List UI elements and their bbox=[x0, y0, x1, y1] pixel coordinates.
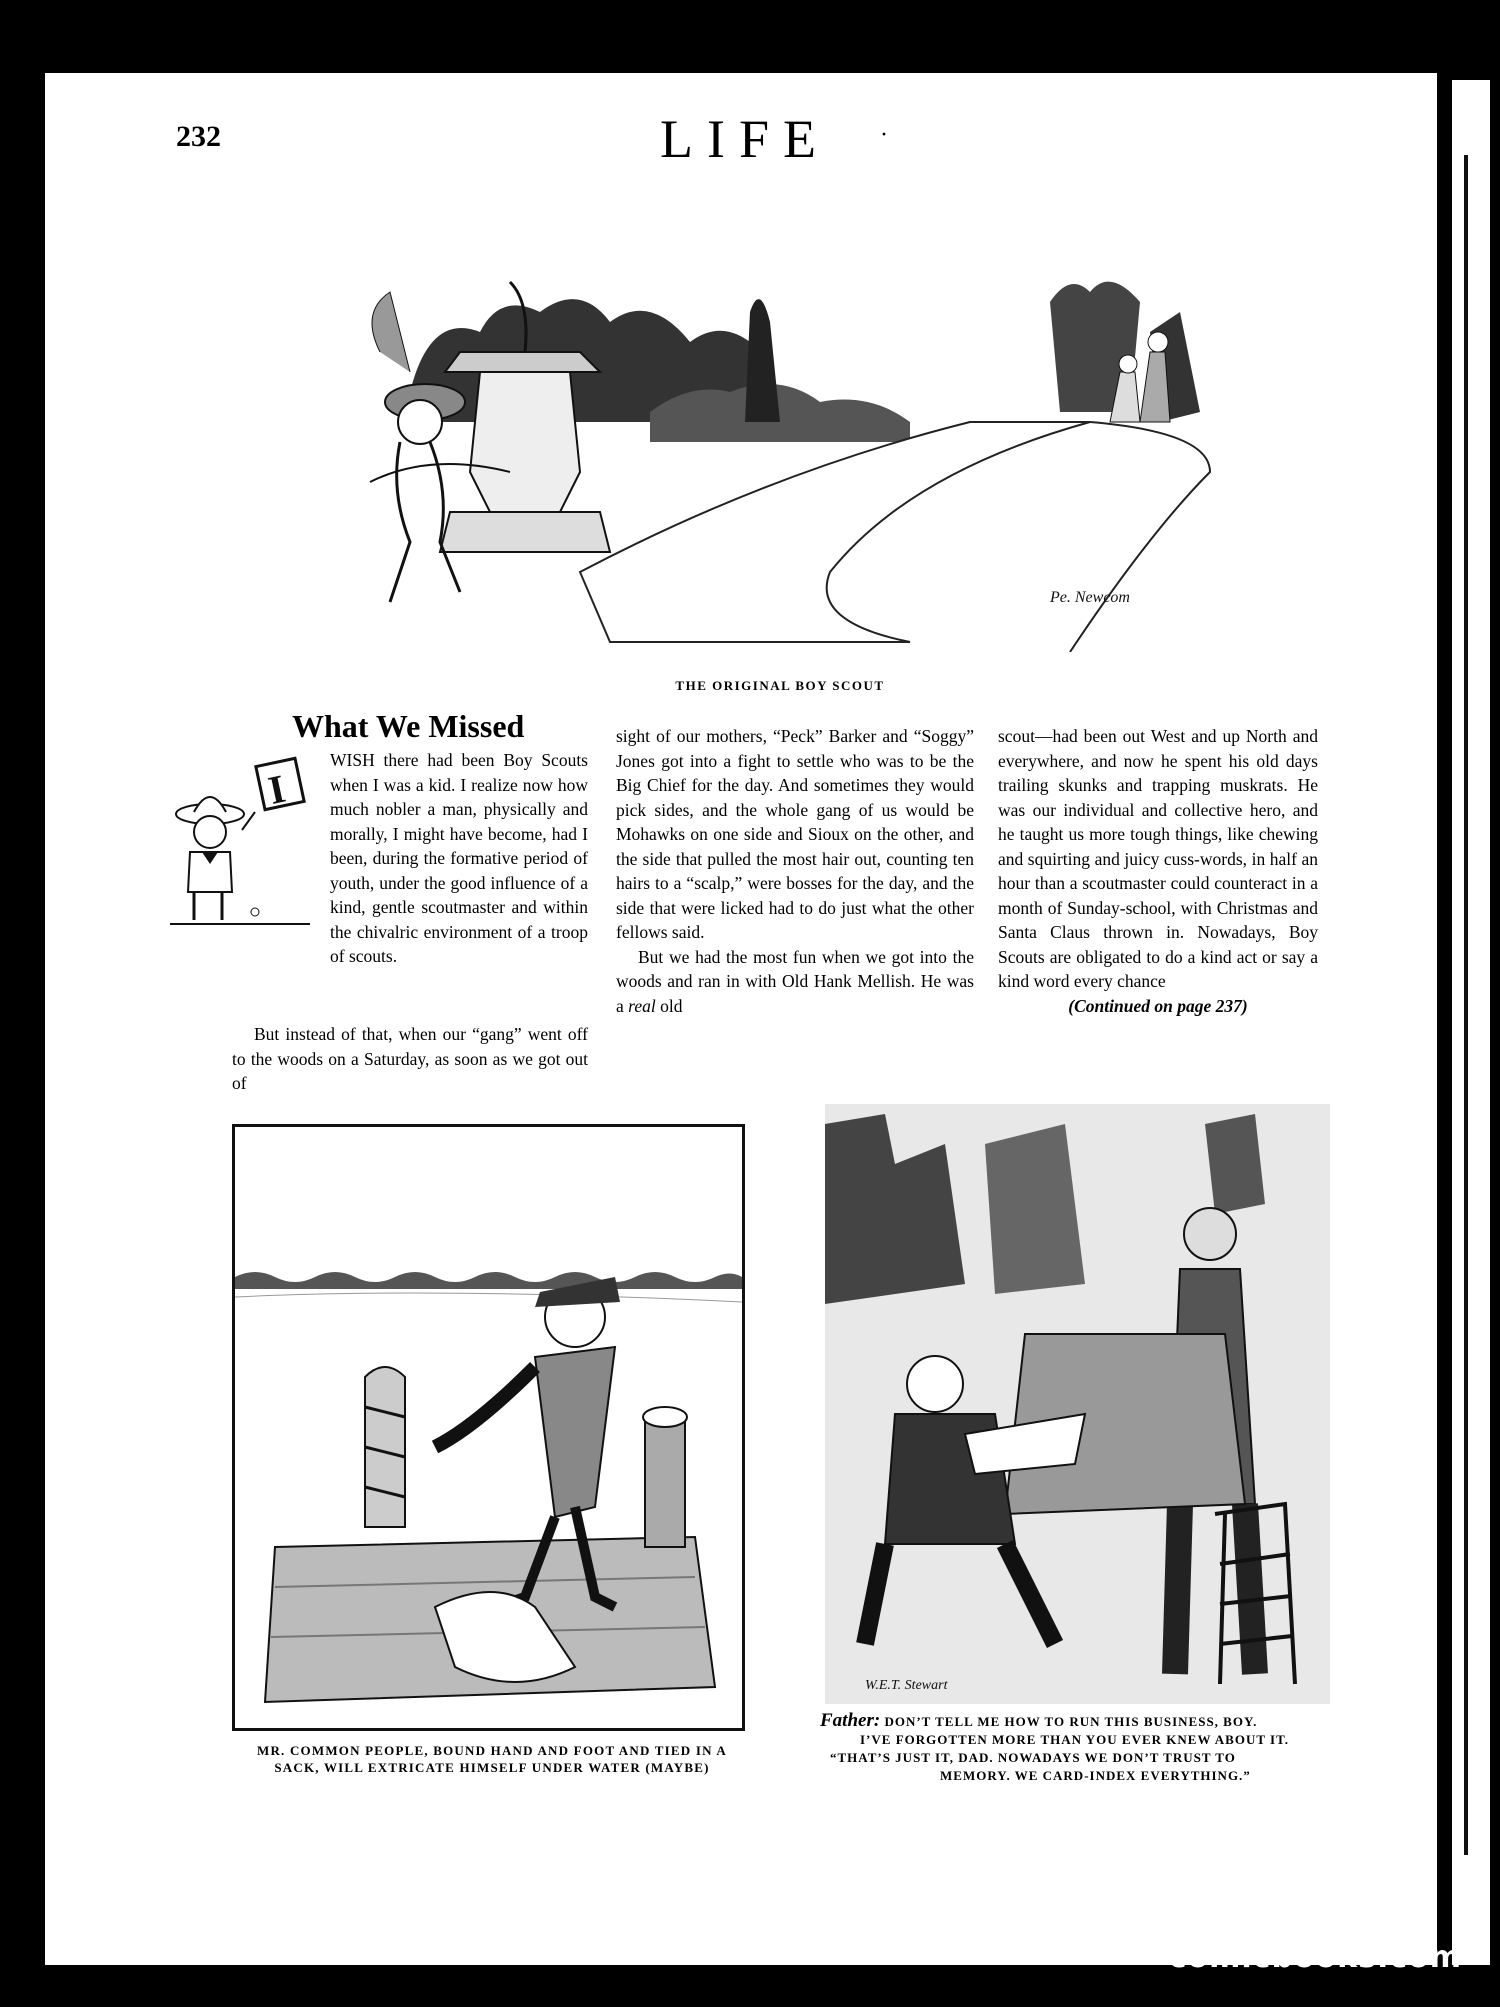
article-paragraph: But we had the most fun when we got into the woods and ran in with Old Hank Mellish. He was a real old bbox=[616, 946, 974, 1016]
article-column-1b bbox=[232, 1022, 588, 1096]
caption-line: “THAT’S JUST IT, DAD. NOWADAYS WE DON’T TRUST TO bbox=[830, 1750, 1236, 1765]
page-number: 232 bbox=[176, 120, 221, 153]
article-title: What We Missed bbox=[292, 708, 525, 744]
man-bound-in-sack-on-pier-cartoon bbox=[232, 1124, 745, 1731]
site-watermark: comicbooks.com bbox=[1168, 1940, 1462, 1975]
article-paragraph: But instead of that, when our “gang” went off to the woods on a Saturday, as soon as we got out of bbox=[232, 1024, 588, 1093]
caption-line: SACK, WILL EXTRICATE HIMSELF UNDER WATER (MAYBE) bbox=[274, 1760, 710, 1775]
masthead-ornament: · bbox=[880, 122, 888, 148]
drop-cap-letter: I bbox=[264, 765, 290, 813]
article-column-1a bbox=[330, 748, 588, 969]
svg-text:W.E.T. Stewart: W.E.T. Stewart bbox=[865, 1678, 948, 1693]
magazine-title: LIFE bbox=[660, 109, 830, 169]
article-paragraph: scout—had been out West and up North and everywhere, and now he spent his old days trailing skunks and trapping muskrats. He was our individual and collective hero, and he taught us more tough things, like chewing and squirting and juicy cuss-words, in half an hour than a scoutmaster could counteract in a month of Sunday-school, with Christmas and Santa Claus thrown in. Nowadays, Boy Scouts are obligated to do a kind act or say a kind word every chance bbox=[998, 726, 1318, 991]
caption-line: MEMORY. WE CARD-INDEX EVERYTHING.” bbox=[940, 1768, 1251, 1783]
father-and-son-office-illustration bbox=[825, 1084, 1330, 1705]
article-paragraph: sight of our mothers, “Peck” Barker and “Soggy” Jones got into a fight to settle who was to be the Big Chief for the day. And sometimes they would pick sides, and the whole gang of us would be Mohawks on one side and Sioux on the other, and the side that pulled the most hair out, counting ten hairs to a “scalp,” were bosses for the day, and the side that were licked had to do just what the other fellows said. bbox=[616, 726, 974, 942]
illustration-caption: THE ORIGINAL BOY SCOUT bbox=[675, 678, 885, 693]
continued-notice: (Continued on page 237) bbox=[1068, 995, 1248, 1016]
caption-speaker: Father: bbox=[820, 1710, 881, 1731]
dropcap-scout-illustration bbox=[160, 752, 328, 934]
article-column-3 bbox=[998, 724, 1318, 1018]
cartoon-caption bbox=[232, 1742, 752, 1776]
father-caption bbox=[820, 1712, 1340, 1785]
caption-line: I’VE FORGOTTEN MORE THAN YOU EVER KNEW ABOUT IT. bbox=[860, 1732, 1290, 1747]
article-column-2 bbox=[616, 724, 974, 1018]
article-paragraph: WISH there had been Boy Scouts when I was a kid. I realize now how much nobler a man, physically and morally, I might have become, had I been, during the formative period of youth, under the good influence of a kind, gentle scoutmaster and within the chivalric environment of a troop of scouts. bbox=[330, 750, 588, 966]
cupid-boy-scout-garden-illustration bbox=[350, 272, 1230, 652]
caption-line: DON’T TELL ME HOW TO RUN THIS BUSINESS, BOY. bbox=[884, 1714, 1258, 1729]
next-page-edge bbox=[1452, 80, 1490, 1965]
caption-line: MR. COMMON PEOPLE, BOUND HAND AND FOOT AND TIED IN A bbox=[257, 1743, 727, 1758]
svg-text:Pe. Newcom: Pe. Newcom bbox=[1050, 589, 1130, 606]
